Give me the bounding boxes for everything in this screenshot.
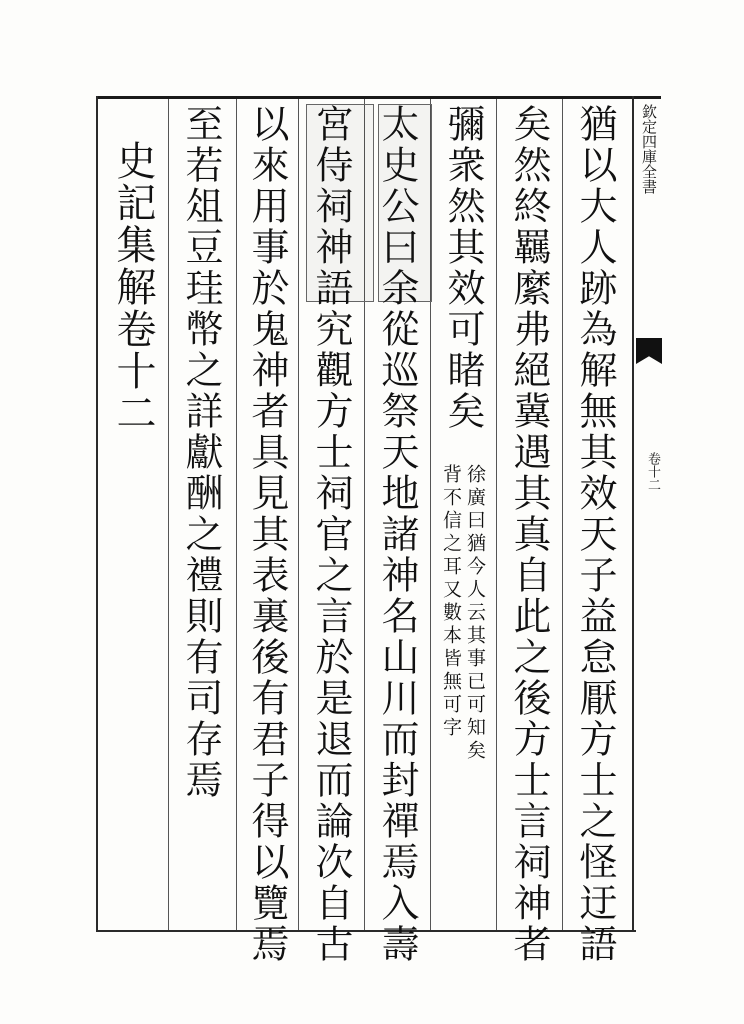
commentary-note-right: 徐廣曰猶今人云其事已可知矣 — [464, 464, 486, 763]
column-rule — [562, 99, 563, 930]
frame-top-border — [96, 96, 661, 99]
text-column-5: 宮侍祠神語究觀方士祠官之言於是退而論次自古 — [309, 104, 353, 965]
chapter-end-title: 史記集解卷十二 — [110, 140, 156, 434]
text-column-6: 以來用事於鬼神者具見其表裏後有君子得以覽焉 — [245, 104, 289, 965]
text-column-4: 太史公曰余從巡祭天地諸神名山川而封禪焉入壽 — [375, 104, 419, 965]
text-column-3: 彌衆然其效可睹矣 — [441, 104, 485, 432]
frame-left-border — [96, 96, 98, 932]
frame-bottom-border — [96, 930, 636, 932]
page-margin-strip — [634, 96, 664, 932]
column-rule — [236, 99, 237, 930]
margin-book-title: 欽定四庫全書 — [640, 104, 658, 194]
margin-chapter-label: 卷十二 — [645, 452, 660, 491]
text-column-2: 矣然終羈縻弗絕冀遇其真自此之後方士言祠神者 — [507, 104, 551, 965]
column-rule — [298, 99, 299, 930]
text-column-7: 至若俎豆珪幣之詳獻酬之禮則有司存焉 — [179, 104, 223, 801]
column-rule — [496, 99, 497, 930]
column-rule — [168, 99, 169, 930]
text-column-1: 猶以大人跡為解無其效天子益怠厭方士之怪迂語 — [573, 104, 617, 965]
commentary-note-left: 背不信之耳又數本皆無可字 — [440, 464, 462, 740]
